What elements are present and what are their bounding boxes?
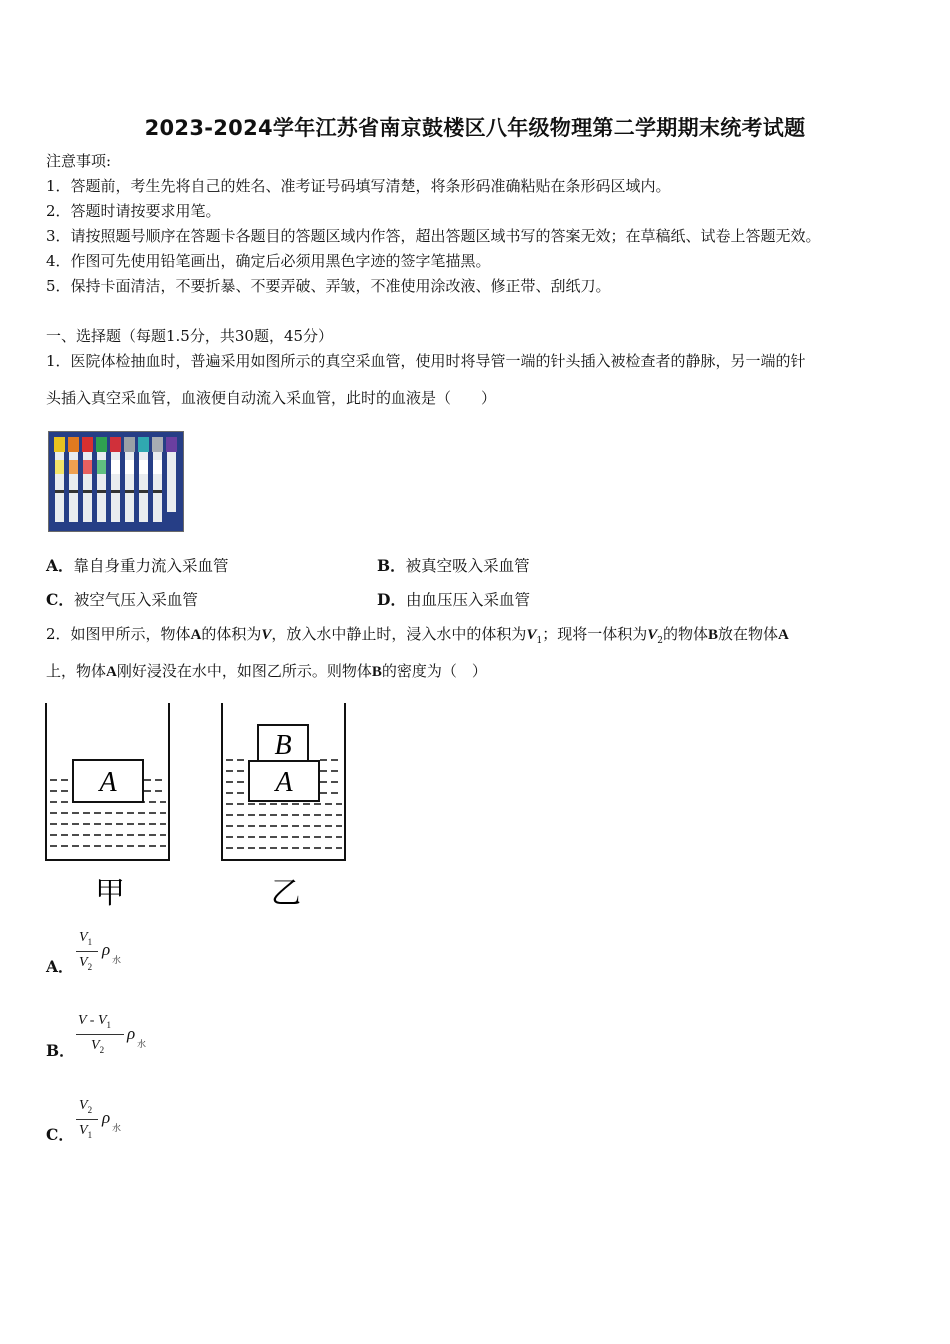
q1-option-a: A．靠自身重力流入采血管 (46, 556, 229, 575)
notes-heading: 注意事项: (46, 152, 112, 170)
notes-item-5: 5．保持卡面清洁，不要折暴、不要弄破、弄皱，不准使用涂改液、修正带、刮纸刀。 (46, 277, 611, 295)
notes-item-1: 1．答题前，考生先将自己的姓名、准考证号码填写清楚，将条形码准确粘贴在条形码区域内。 (46, 177, 671, 195)
q2-option-c-fraction: $V_2$ $V_1$ (76, 1098, 100, 1148)
figure-yi (216, 700, 356, 915)
q2-option-c-rho-sub: 水 (112, 1124, 122, 1134)
block-b-label: B (274, 730, 292, 761)
q2-option-b-fraction: V - $V_1$ $V_2$ (76, 1013, 128, 1063)
block-a-left-label: A (99, 767, 117, 798)
q2-option-c-label: C． (46, 1125, 74, 1144)
notes-item-3: 3．请按照题号顺序在答题卡各题目的答题区域内作答，超出答题区域书写的答案无效；在草稿纸、试卷上答题无效。 (46, 227, 821, 245)
blood-tubes-photo (48, 431, 184, 532)
q1-option-c: C．被空气压入采血管 (46, 590, 198, 609)
q2-line-1: 2．如图甲所示，物体A的体积为V，放入水中静止时，浸入水中的体积为$V_1$；现将一体积为$V_2$的物体B放在物体A (46, 625, 789, 646)
notes-item-2: 2．答题时请按要求用笔。 (46, 202, 221, 220)
blood-tubes-illustration (49, 432, 183, 531)
q2-option-b-rho: ρ (127, 1024, 136, 1043)
q2-option-b-rho-sub: 水 (137, 1040, 147, 1050)
tubes-group (54, 437, 177, 522)
q2-line-2: 上，物体A刚好浸没在水中，如图乙所示。则物体B的密度为（ ） (46, 662, 487, 680)
caption-jia: 甲 (95, 876, 125, 911)
q2-option-a-rho: ρ (102, 940, 111, 959)
section-heading: 一、选择题（每题1.5分，共30题，45分） (46, 327, 334, 345)
figure-jia (40, 700, 180, 915)
q1-line-2: 头插入真空采血管，血液便自动流入采血管，此时的血液是（ ） (46, 389, 497, 407)
q2-option-a-label: A． (46, 957, 74, 976)
q2-option-b-label: B． (46, 1041, 75, 1060)
q1-option-b: B．被真空吸入采血管 (377, 556, 530, 575)
caption-yi: 乙 (271, 876, 301, 911)
q2-option-c-rho: ρ (102, 1108, 111, 1127)
notes-item-4: 4．作图可先使用铅笔画出，确定后必须用黑色字迹的签字笔描黑。 (46, 252, 491, 270)
block-a-right-label: A (275, 767, 293, 798)
q1-line-1: 1．医院体检抽血时，普遍采用如图所示的真空采血管，使用时将导管一端的针头插入被检查者的静脉，另一端的针 (46, 352, 806, 370)
q2-option-a-fraction: $V_1$ $V_2$ (76, 930, 100, 980)
page-title: 2023-2024学年江苏省南京鼓楼区八年级物理第二学期期末统考试题 (144, 116, 806, 140)
q2-option-a-rho-sub: 水 (112, 956, 122, 966)
q1-option-d: D．由血压压入采血管 (377, 590, 530, 609)
